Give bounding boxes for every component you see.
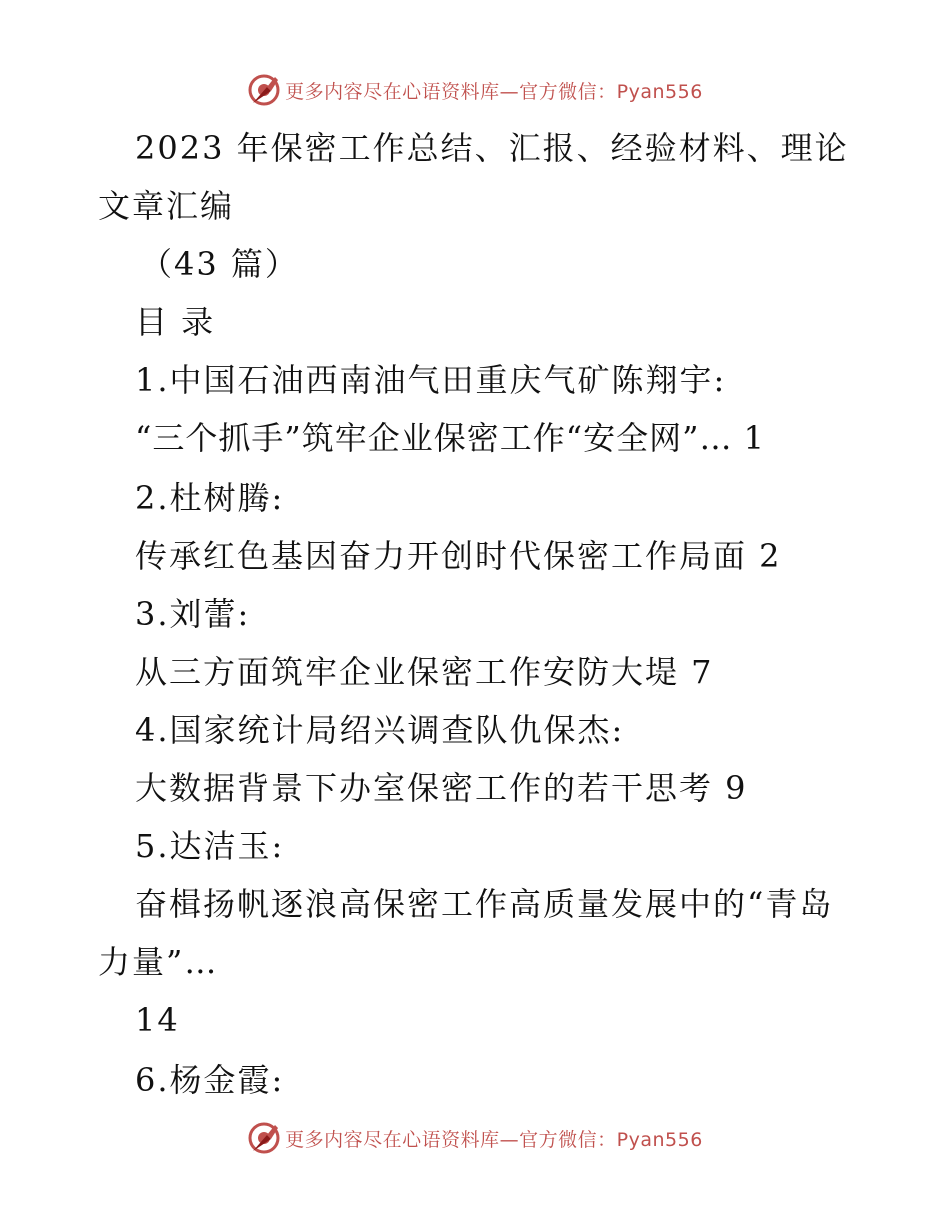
toc-heading: 目 录 [135, 303, 216, 341]
toc-item-5-title-line-2: 力量”… [98, 943, 219, 981]
toc-item-2-author: 2.杜树腾: [135, 479, 285, 517]
watermark-text: 更多内容尽在心语资料库—官方微信：Pyan556 [285, 80, 703, 103]
watermark-text: 更多内容尽在心语资料库—官方微信：Pyan556 [285, 1128, 703, 1151]
toc-item-3-title: 从三方面筑牢企业保密工作安防大堤 7 [135, 653, 714, 691]
document-title-line-2: 文章汇编 [98, 187, 235, 225]
document-count: （43 篇） [140, 245, 299, 283]
toc-item-1-author: 1.中国石油西南油气田重庆气矿陈翔宇: [135, 361, 727, 399]
document-title-line-1: 2023 年保密工作总结、汇报、经验材料、理论 [135, 129, 849, 167]
toc-item-4-author: 4.国家统计局绍兴调查队仇保杰: [135, 711, 625, 749]
watermark-banner-top [0, 70, 950, 110]
pen-logo-icon [247, 1121, 281, 1155]
pen-logo-icon [247, 73, 281, 107]
toc-item-1-title: “三个抓手”筑牢企业保密工作“安全网”… 1 [135, 419, 765, 457]
toc-item-3-author: 3.刘蕾: [135, 595, 251, 633]
toc-item-5-page: 14 [135, 1001, 180, 1039]
toc-item-2-title: 传承红色基因奋力开创时代保密工作局面 2 [135, 537, 782, 575]
toc-item-4-title: 大数据背景下办室保密工作的若干思考 9 [135, 769, 748, 807]
toc-item-6-author: 6.杨金霞: [135, 1061, 285, 1099]
toc-item-5-author: 5.达洁玉: [135, 827, 285, 865]
watermark-banner-bottom [0, 1118, 950, 1158]
toc-item-5-title-line-1: 奋楫扬帆逐浪高保密工作高质量发展中的“青岛 [135, 885, 834, 923]
